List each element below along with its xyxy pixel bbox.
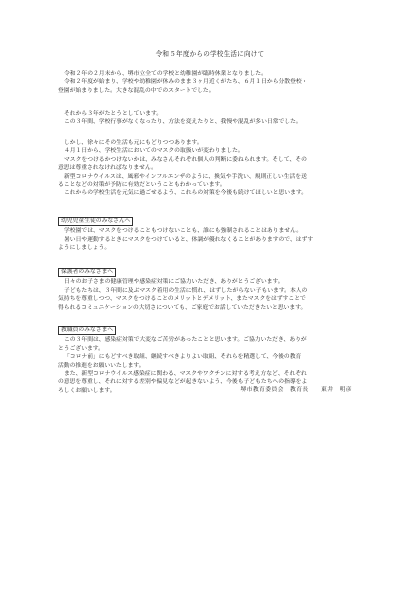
text-line: 得られるコミュニケーションの大切さについても、ご家庭でお話していただきたいと思います。: [58, 304, 307, 311]
text-line: この３年間、学校行事がなくなったり、方法を変えたりと、我慢や混乱が多い日常でした。: [64, 119, 302, 126]
text-line: ろしくお願いします。: [58, 387, 116, 394]
section-heading-staff: 教職員のみなさまへ: [58, 326, 116, 335]
section-heading-parents: 保護者のみなさまへ: [58, 268, 116, 277]
text-line: また、新型コロナウイルス感染症に関わる、マスクやワクチンに対する考え方など、それぞれ: [64, 371, 307, 378]
text-line: 気持ちを尊重しつつ、マスクをつけることのメリットとデメリット、またマスクをはずすことで: [58, 296, 306, 303]
text-line: 意思は尊重されなければなりません。: [58, 165, 157, 172]
text-line: の意思を尊重し、それに対する差別や偏見などが起きないよう、今後も子どもたちへの指導をよ: [58, 379, 308, 386]
intro-paragraph: [58, 70, 380, 95]
text-line: 「コロナ前」にもどすべき取組、継続すべきよりよい取組、それらを精選して、今後の教育: [64, 354, 302, 361]
section-students: [58, 207, 380, 253]
text-line: 新型コロナウイルスは、風邪やインフルエンザのように、換気や手洗い、規則正しい生活を送: [64, 173, 307, 180]
text-line: それから３年がたとうとしています。: [64, 111, 163, 117]
paragraph-three-years: [58, 110, 380, 127]
section-parents: [58, 258, 380, 312]
text-line: これからの学校生活を元気に過ごせるよう、これらの対策を今後も続けてほしいと思います。: [64, 190, 308, 197]
text-line: ることなどの対策が予防に有効だということもわかっています。: [58, 182, 226, 189]
text-line: 日々のお子さまの健康管理や感染症対策にご協力いただき、ありがとうございます。: [64, 279, 284, 286]
section-heading-students: 幼児児童生徒のみなさんへ: [58, 217, 133, 226]
text-line: この３年間は、感染症対策で大変なご苦労があったことと思います。ご協力いただき、ありが: [64, 337, 307, 344]
text-line: 登園が始まりました。大きな混乱の中でのスタートでした。: [58, 87, 215, 94]
signature: 堺市教育委員会 教育長 東井 明彦: [240, 387, 352, 393]
document-title: 令和５年度からの学校生活に向けて: [155, 50, 265, 58]
paragraph-mask-policy: [58, 139, 380, 198]
text-line: しかし、徐々にその生活も元にもどりつつあります。: [64, 140, 203, 146]
text-line: 令和２年の２月末から、堺市立全ての学校と幼稚園が臨時休業となりました。: [64, 71, 267, 77]
text-line: ようにしましょう。: [58, 245, 111, 252]
text-line: 令和２年度が始まり、学校や幼稚園が休みのまま３ヶ月近くがたち、６月１日から分散登校・: [64, 79, 308, 86]
text-line: とうございます。: [58, 345, 104, 352]
text-line: 暑い日や運動するときにマスクをつけていると、体調が優れなくることがありますので、はずす: [64, 236, 314, 243]
text-line: マスクをつけるかつけないかは、みなさんそれぞれ個人の判断に委ねられます。そして、その: [64, 156, 307, 163]
text-line: ４月１日から、学校生活においてのマスクの取扱いが変わりました。: [64, 148, 244, 155]
text-line: 学校園では、マスクをつけることもつけないことも、誰にも強制されることはありません。: [64, 228, 303, 235]
text-line: 活動の推進をお願いいたします。: [58, 362, 145, 369]
text-line: 子どもたちは、３年間に及ぶマスク着用の生活に慣れ、はずしたがらない子もいます。本人の: [64, 287, 308, 294]
